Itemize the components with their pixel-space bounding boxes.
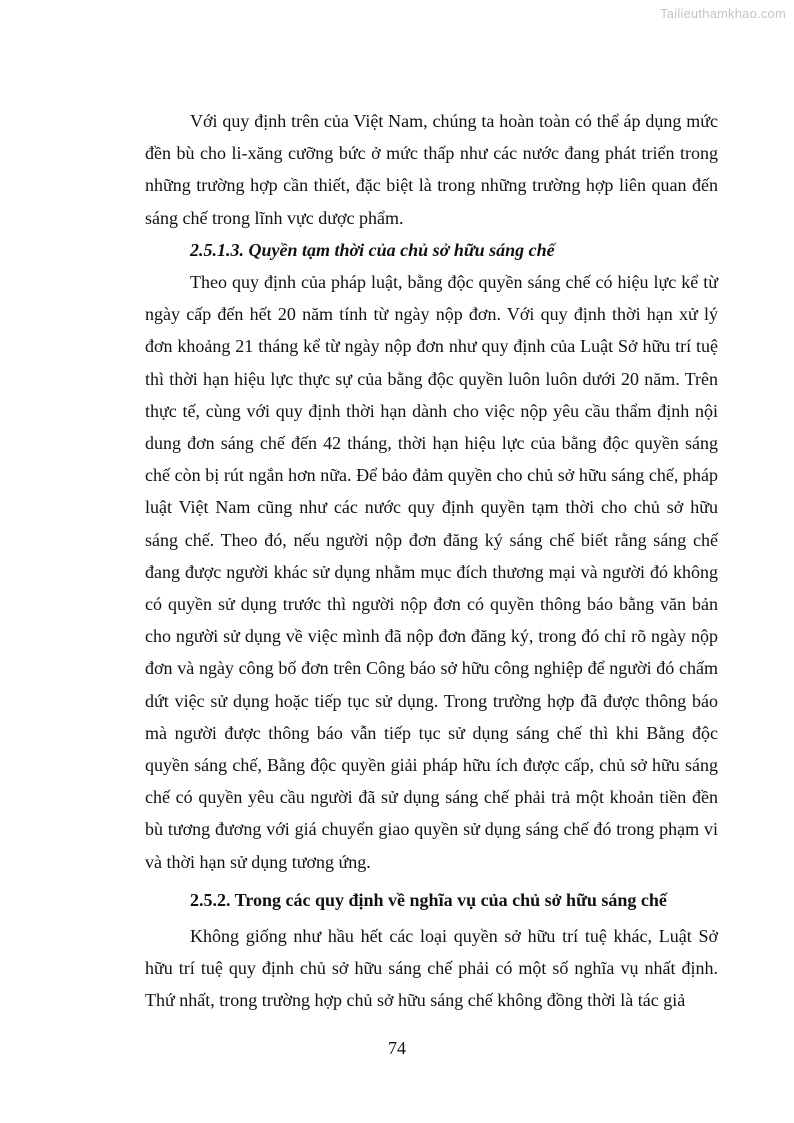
- section-heading-2-5-1-3: 2.5.1.3. Quyền tạm thời của chủ sở hữu sáng chế: [190, 239, 555, 260]
- page-number: 74: [388, 1038, 406, 1058]
- paragraph-intro: Với quy định trên của Việt Nam, chúng ta hoàn toàn có thể áp dụng mức đền bù cho li-xăng cưỡng bức ở mức thấp như các nước đang phát triển trong những trường hợp cần thiết, đặc biệt là trong những trường hợp liên quan đến sáng chế trong lĩnh vực dược phẩm.: [145, 111, 718, 228]
- page-body: [145, 105, 718, 1017]
- paragraph-temporary-rights: Theo quy định của pháp luật, bằng độc quyền sáng chế có hiệu lực kể từ ngày cấp đến hết 20 năm tính từ ngày nộp đơn. Với quy định thời hạn xử lý đơn khoảng 21 tháng kể từ ngày nộp đơn như quy định của Luật Sở hữu trí tuệ thì thời hạn hiệu lực thực sự của bằng độc quyền luôn luôn dưới 20 năm. Trên thực tế, cùng với quy định thời hạn dành cho việc nộp yêu cầu thẩm định nội dung đơn sáng chế đến 42 tháng, thời hạn hiệu lực của bằng độc quyền sáng chế còn bị rút ngắn hơn nữa. Để bảo đảm quyền cho chủ sở hữu sáng chế, pháp luật Việt Nam cũng như các nước quy định quyền tạm thời cho chủ sở hữu sáng chế. Theo đó, nếu người nộp đơn đăng ký sáng chế biết rằng sáng chế đang được người khác sử dụng nhằm mục đích thương mại và người đó không có quyền sử dụng trước thì người nộp đơn có quyền thông báo bằng văn bản cho người sử dụng về việc mình đã nộp đơn đăng ký, trong đó chỉ rõ ngày nộp đơn và ngày công bố đơn trên Công báo sở hữu công nghiệp để người đó chấm dứt việc sử dụng hoặc tiếp tục sử dụng. Trong trường hợp đã được thông báo mà người được thông báo vẫn tiếp tục sử dụng sáng chế thì khi Bằng độc quyền sáng chế, Bằng độc quyền giải pháp hữu ích được cấp, chủ sở hữu sáng chế có quyền yêu cầu người đã sử dụng sáng chế phải trả một khoản tiền đền bù tương đương với giá chuyển giao quyền sử dụng sáng chế đó trong phạm vi và thời hạn sử dụng tương ứng.: [145, 272, 718, 872]
- section-heading-2-5-2: 2.5.2. Trong các quy định về nghĩa vụ của chủ sở hữu sáng chế: [190, 889, 667, 910]
- watermark: Tailieuthamkhao.com: [660, 6, 786, 21]
- paragraph-obligations: Không giống như hầu hết các loại quyền sở hữu trí tuệ khác, Luật Sở hữu trí tuệ quy định chủ sở hữu sáng chế phải có một số nghĩa vụ nhất định. Thứ nhất, trong trường hợp chủ sở hữu sáng chế không đồng thời là tác giả: [145, 926, 718, 1011]
